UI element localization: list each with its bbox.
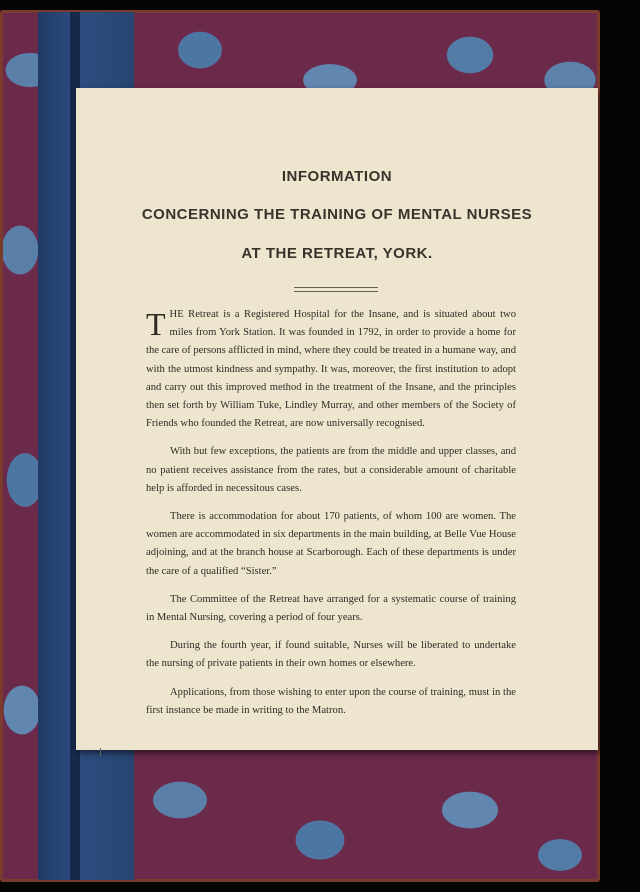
heading-information: INFORMATION (281, 168, 393, 185)
paragraph-2: With but few exceptions, the patients are from the middle and upper classes, and no patient receives assistance from the rates, but a considerable amount of charitable help is afforded in necessitous cases. (146, 446, 516, 494)
page-mark (100, 748, 101, 756)
double-rule (294, 287, 378, 292)
paragraph-3: There is accommodation for about 170 patients, of whom 100 are women. The women are accommodated in six departments in the main building, at Belle Vue House adjoining, and at the branch house at Scarborough. Each of these departments is under the care of a qualified “Sister.” (146, 511, 516, 577)
heading-training: CONCERNING THE TRAINING OF MENTAL NURSES (141, 206, 533, 223)
paragraph-6: Applications, from those wishing to enter upon the course of training, must in the first instance be made in writing to the Matron. (146, 686, 516, 716)
paragraph-1-text: HE Retreat is a Registered Hospital for the Insane, and is situated about two miles from York Station. It was founded in 1792, in order to provide a home for the care of persons afflicted in mind, where they could be treated in a humane way, and with the utmost kindness and sympathy. It was, moreover, the first institution to adopt and carry out this improved method in the treatment of the Insane, and the principles then set forth by William Tuke, Lindley Murray, and other members of the Society of Friends who founded the Retreat, are now universally recognised. (146, 309, 516, 430)
heading-retreat: AT THE RETREAT, YORK. (241, 245, 433, 262)
drop-cap: T (146, 306, 166, 342)
paragraph-4: The Committee of the Retreat have arranged for a systematic course of training in Mental Nursing, covering a period of four years. (146, 593, 516, 624)
document-page (76, 88, 598, 750)
body-text (146, 306, 516, 730)
paragraph-1 (146, 306, 516, 433)
paragraph-5: During the fourth year, if found suitable, Nurses will be liberated to undertake the nursing of private patients in their own homes or elsewhere. (146, 640, 516, 670)
